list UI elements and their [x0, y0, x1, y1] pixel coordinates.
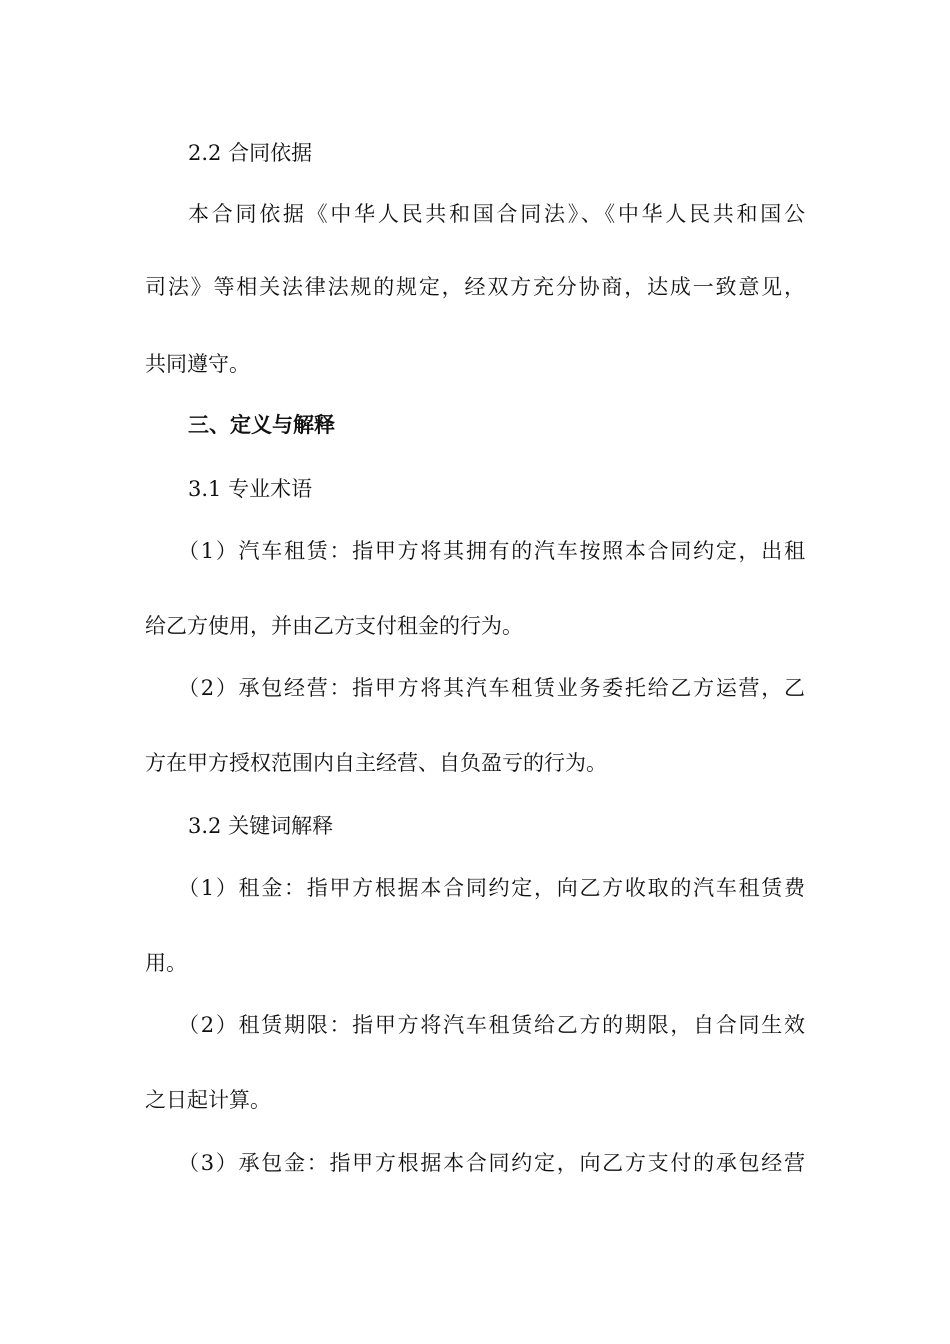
definition-item-line: （1）汽车租赁：指甲方将其拥有的汽车按照本合同约定，出租 — [178, 539, 805, 563]
section-heading-3: 三、定义与解释 — [188, 412, 335, 437]
subsection-heading-3-2: 3.2 关键词解释 — [188, 814, 334, 838]
definition-item-line: 用。 — [145, 951, 187, 975]
definition-item-line: （2）租赁期限：指甲方将汽车租赁给乙方的期限，自合同生效 — [178, 1013, 805, 1037]
subsection-heading-2-2: 2.2 合同依据 — [188, 141, 313, 165]
paragraph-line: 本合同依据《中华人民共和国合同法》、《中华人民共和国公 — [188, 202, 805, 226]
subsection-heading-3-1: 3.1 专业术语 — [188, 477, 313, 501]
definition-item-line: 之日起计算。 — [145, 1088, 271, 1112]
definition-item-line: 给乙方使用，并由乙方支付租金的行为。 — [145, 614, 523, 638]
definition-item-line: （3）承包金：指甲方根据本合同约定，向乙方支付的承包经营 — [178, 1151, 805, 1175]
definition-item-line: （1）租金：指甲方根据本合同约定，向乙方收取的汽车租赁费 — [178, 876, 805, 900]
paragraph-line: 共同遵守。 — [145, 352, 250, 376]
definition-item-line: （2）承包经营：指甲方将其汽车租赁业务委托给乙方运营，乙 — [178, 676, 805, 700]
paragraph-line: 司法》等相关法律法规的规定，经双方充分协商，达成一致意见， — [145, 275, 805, 299]
definition-item-line: 方在甲方授权范围内自主经营、自负盈亏的行为。 — [145, 751, 607, 775]
